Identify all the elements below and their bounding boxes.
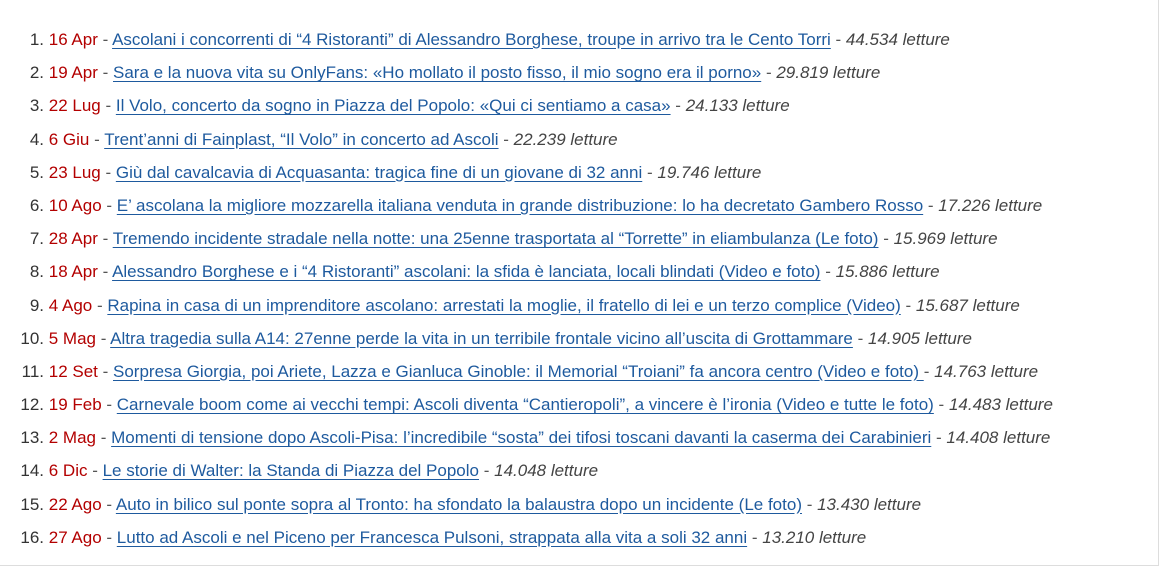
- read-count: 17.226 letture: [938, 195, 1043, 215]
- separator: -: [100, 96, 116, 116]
- list-item-11: [0, 360, 1156, 393]
- list-item-4: [0, 128, 1156, 161]
- rank-number: 7.: [29, 229, 44, 249]
- read-count: 44.534 letture: [845, 30, 950, 49]
- rank-number: 4.: [29, 129, 44, 149]
- article-date: 2 Mag: [48, 428, 96, 448]
- article-link[interactable]: Carnevale boom come ai vecchi tempi: Ascoli diventa “Cantieropoli”, a vincere è l’ironia (Video e tutte le foto): [116, 395, 934, 415]
- read-count: 14.763 letture: [934, 361, 1039, 381]
- article-link[interactable]: Il Volo, concerto da sogno in Piazza del Popolo: «Qui ci sentiamo a casa»: [115, 96, 671, 116]
- list-item-1: [0, 28, 1156, 61]
- separator: -: [498, 129, 514, 149]
- separator: -: [95, 428, 112, 448]
- list-item-7: [0, 227, 1156, 260]
- separator: -: [87, 461, 103, 481]
- rank-number: 10.: [20, 328, 44, 348]
- rank-number: 8.: [29, 262, 44, 282]
- article-link[interactable]: Giù dal cavalcavia di Acquasanta: tragica fine di un giovane di 32 anni: [115, 162, 643, 182]
- rank-number: 1.: [29, 30, 44, 49]
- article-link[interactable]: Ascolani i concorrenti di “4 Ristoranti” di Alessandro Borghese, troupe in arrivo tra le Cento Torri: [112, 30, 831, 49]
- rank-number: 6.: [29, 195, 44, 215]
- article-date: 16 Apr: [48, 30, 98, 49]
- read-count: 22.239 letture: [513, 129, 618, 149]
- separator: -: [101, 395, 117, 415]
- article-link[interactable]: Altra tragedia sulla A14: 27enne perde la vita in un terribile frontale vicino all’uscita di Grottammare: [110, 328, 853, 348]
- article-date: 12 Set: [48, 361, 98, 381]
- list-item-9: [0, 294, 1156, 327]
- list-item-15: [0, 493, 1156, 526]
- read-count: 24.133 letture: [685, 96, 790, 116]
- rank-number: 3.: [29, 96, 44, 116]
- article-link[interactable]: Le storie di Walter: la Standa di Piazza del Popolo: [102, 461, 479, 481]
- article-link[interactable]: Auto in bilico sul ponte sopra al Tronto: ha sfondato la balaustra dopo un incidente (Le foto): [115, 494, 802, 514]
- separator: -: [100, 162, 116, 182]
- article-link[interactable]: Lutto ad Ascoli e nel Piceno per Francesca Pulsoni, strappata alla vita a soli 32 anni: [116, 527, 748, 547]
- rank-number: 9.: [29, 295, 44, 315]
- article-link[interactable]: Sorpresa Giorgia, poi Ariete, Lazza e Gianluca Ginoble: il Memorial “Troiani” fa ancora centro (Video e foto): [113, 361, 924, 381]
- article-link[interactable]: Alessandro Borghese e i “4 Ristoranti” ascolani: la sfida è lanciata, locali blindati (Video e foto): [112, 262, 821, 282]
- read-count: 14.905 letture: [868, 328, 972, 348]
- most-read-list: [0, 28, 1156, 559]
- list-item-2: [0, 61, 1156, 94]
- article-link[interactable]: Rapina in casa di un imprenditore ascolano: arrestati la moglie, il fratello di lei e un terzo complice (Video): [107, 295, 901, 315]
- article-date: 6 Giu: [48, 129, 90, 149]
- separator: -: [642, 162, 658, 182]
- article-date: 19 Apr: [48, 63, 98, 83]
- list-item-13: [0, 426, 1156, 459]
- rank-number: 5.: [29, 162, 44, 182]
- article-date: 28 Apr: [48, 229, 98, 249]
- rank-number: 13.: [20, 428, 44, 448]
- rank-number: 2.: [29, 63, 44, 83]
- list-item-14: [0, 459, 1156, 492]
- separator: -: [101, 494, 116, 514]
- rank-number: 11.: [21, 361, 44, 381]
- read-count: 15.969 letture: [893, 229, 998, 249]
- article-date: 22 Ago: [48, 494, 102, 514]
- separator: -: [923, 361, 935, 381]
- separator: -: [89, 129, 105, 149]
- article-link[interactable]: Sara e la nuova vita su OnlyFans: «Ho mollato il posto fisso, il mio sogno era il porno»: [113, 63, 762, 83]
- separator: -: [852, 328, 868, 348]
- separator: -: [670, 96, 686, 116]
- read-count: 13.210 letture: [762, 527, 867, 547]
- separator: -: [101, 195, 117, 215]
- rank-number: 16.: [20, 527, 44, 547]
- separator: -: [747, 527, 763, 547]
- article-date: 27 Ago: [48, 527, 102, 547]
- list-item-6: [0, 194, 1156, 227]
- list-item-12: [0, 393, 1156, 426]
- separator: -: [101, 527, 117, 547]
- rank-number: 12.: [20, 395, 44, 415]
- article-date: 22 Lug: [48, 96, 101, 116]
- separator: -: [97, 361, 113, 381]
- article-link[interactable]: Trent’anni di Fainplast, “Il Volo” in concerto ad Ascoli: [104, 129, 499, 149]
- read-count: 14.048 letture: [494, 461, 599, 481]
- separator: -: [97, 262, 113, 282]
- separator: -: [878, 229, 894, 249]
- read-count: 19.746 letture: [657, 162, 762, 182]
- article-date: 4 Ago: [48, 295, 93, 315]
- separator: -: [761, 63, 777, 83]
- read-count: 14.483 letture: [948, 395, 1053, 415]
- list-item-5: [0, 161, 1156, 194]
- separator: -: [931, 428, 947, 448]
- separator: -: [801, 494, 818, 514]
- list-item-10: [0, 327, 1156, 360]
- separator: -: [820, 262, 836, 282]
- article-date: 10 Ago: [48, 195, 102, 215]
- list-item-3: [0, 94, 1156, 127]
- separator: -: [900, 295, 916, 315]
- separator: -: [95, 328, 111, 348]
- read-count: 15.687 letture: [915, 295, 1020, 315]
- separator: -: [97, 30, 113, 49]
- article-link[interactable]: Momenti di tensione dopo Ascoli-Pisa: l’incredibile “sosta” dei tifosi toscani davanti la caserma dei Carabinieri: [111, 428, 932, 448]
- separator: -: [479, 461, 495, 481]
- separator: -: [97, 229, 113, 249]
- article-link[interactable]: E’ ascolana la migliore mozzarella italiana venduta in grande distribuzione: lo ha decretato Gambero Rosso: [116, 195, 924, 215]
- read-count: 15.886 letture: [835, 262, 940, 282]
- list-item-8: [0, 260, 1156, 293]
- article-date: 6 Dic: [48, 461, 88, 481]
- separator: -: [830, 30, 846, 49]
- rank-number: 15.: [20, 494, 44, 514]
- read-count: 13.430 letture: [817, 494, 922, 514]
- article-date: 5 Mag: [48, 328, 96, 348]
- article-date: 23 Lug: [48, 162, 101, 182]
- list-item-16: [0, 526, 1156, 559]
- separator: -: [97, 63, 113, 83]
- article-date: 19 Feb: [48, 395, 102, 415]
- separator: -: [923, 195, 939, 215]
- read-count: 14.408 letture: [946, 428, 1051, 448]
- read-count: 29.819 letture: [776, 63, 881, 83]
- separator: -: [92, 295, 108, 315]
- article-date: 18 Apr: [48, 262, 98, 282]
- rank-number: 14.: [20, 461, 44, 481]
- article-link[interactable]: Tremendo incidente stradale nella notte: una 25enne trasportata al “Torrette” in eliambulanza (Le foto): [112, 229, 879, 249]
- separator: -: [933, 395, 949, 415]
